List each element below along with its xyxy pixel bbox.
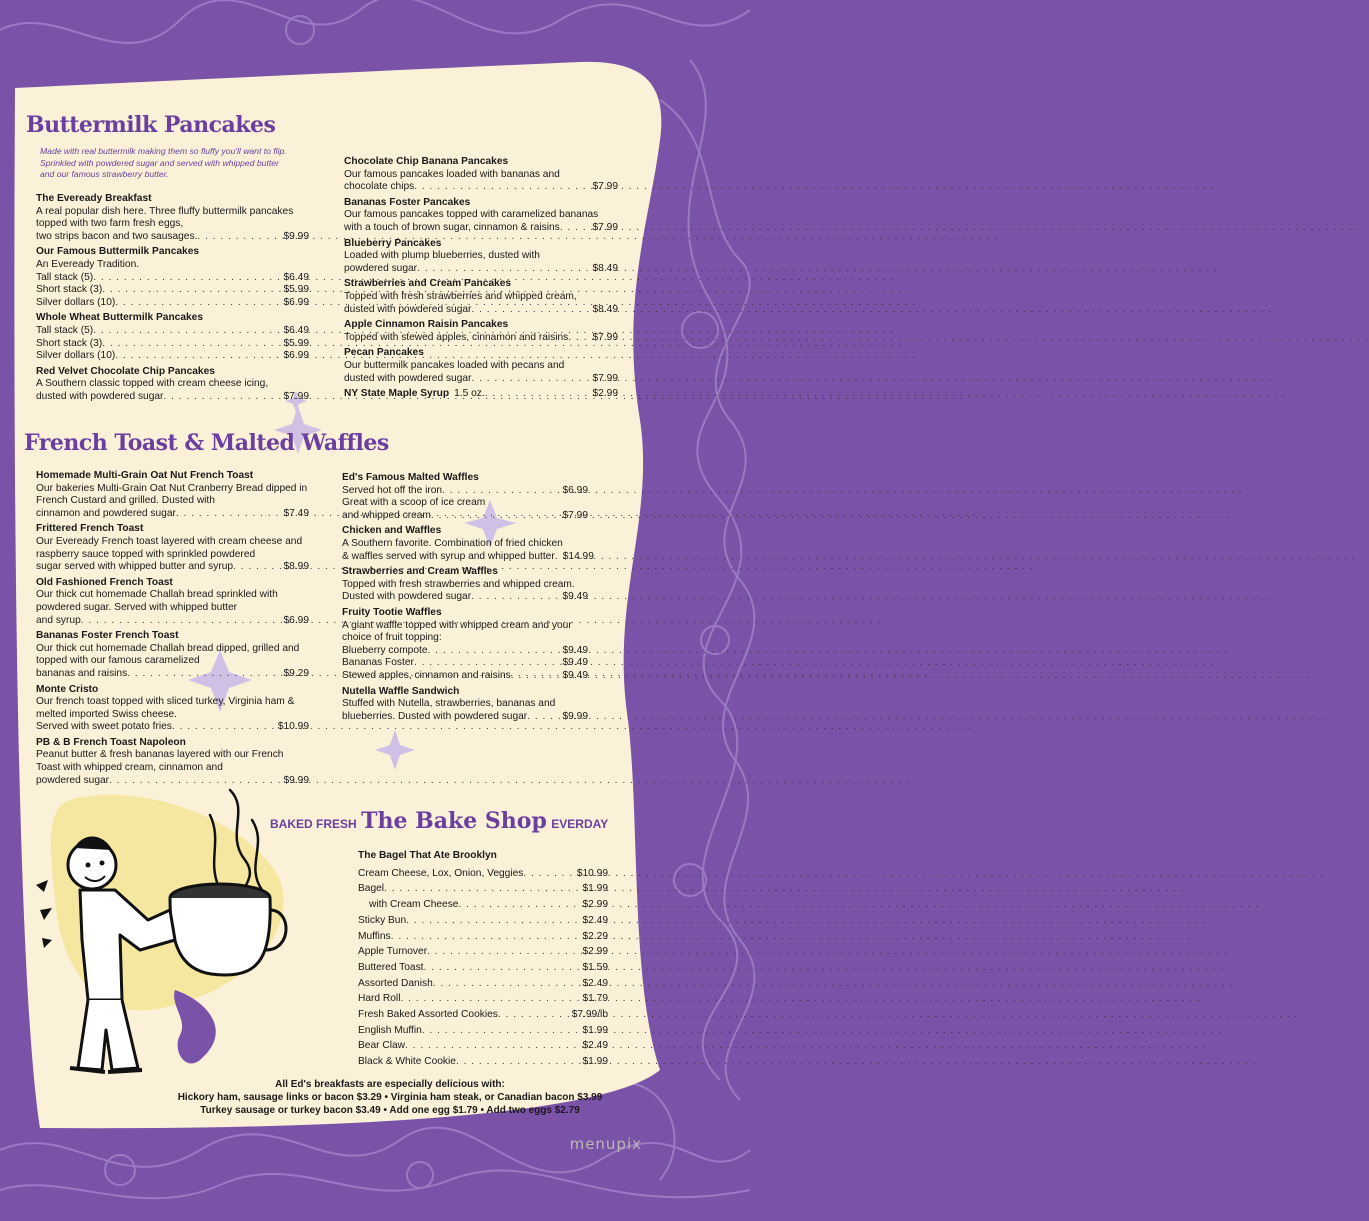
price-line [36, 508, 309, 521]
menu-item-name: Frittered French Toast [36, 523, 144, 535]
price: $9.49 [562, 657, 588, 669]
dot-leader [109, 775, 283, 788]
chef-with-coffee-illustration [30, 790, 290, 1090]
menu-item-name: Our Famous Buttermilk Pancakes [36, 246, 200, 258]
dot-leader [456, 1054, 583, 1070]
menu-item-description: Our famous pancakes topped with caramelized bananas [344, 209, 599, 221]
menu-item [342, 525, 594, 563]
dot-leader [233, 561, 283, 574]
menu-item-name: Blueberry Pancakes [344, 237, 442, 249]
price-line [36, 615, 309, 628]
dot-leader [427, 944, 582, 960]
dot-leader [115, 350, 283, 363]
price: $7.99/lb [571, 1009, 608, 1021]
dot-leader [93, 325, 283, 338]
menu-item [36, 193, 309, 243]
menu-item-name: Apple Cinnamon Raisin Pancakes [344, 319, 509, 331]
breakfast-sides-note [90, 1078, 690, 1117]
price: $6.99 [283, 350, 309, 362]
menu-item [36, 312, 309, 362]
price-line [358, 991, 608, 1007]
menu-item [344, 347, 618, 385]
price-line-text: Served hot off the iron [342, 484, 443, 496]
price-line [342, 711, 588, 724]
price: $7.99 [283, 390, 309, 402]
dot-leader [560, 222, 593, 235]
menu-item-description: Stuffed with Nutella, strawberries, bananas and [342, 698, 556, 710]
menu-item [36, 246, 309, 309]
price-line-text: Short stack (3) [36, 337, 103, 349]
menu-item-description: Our famous pancakes loaded with bananas and [344, 168, 560, 180]
price: $5.99 [283, 284, 309, 296]
menu-item-name: Bananas Foster French Toast [36, 630, 179, 642]
price-line [36, 284, 309, 297]
menu-item-name: Strawberries and Cream Waffles [342, 566, 498, 578]
price-line-text: & waffles served with syrup and whipped butter [342, 550, 555, 562]
sides-line-3: Turkey sausage or turkey bacon $3.49 • Add one egg $1.79 • Add two eggs $2.79 [200, 1105, 580, 1116]
price-line-text: Stewed apples, cinnamon and raisins [342, 669, 511, 681]
menu-item [342, 686, 588, 724]
price-line [358, 1023, 608, 1039]
price-line-text: dusted with powdered sugar [344, 372, 472, 384]
price: $5.99 [283, 337, 309, 349]
price: $2.99 [582, 946, 608, 958]
menu-item-name: Red Velvet Chocolate Chip Pancakes [36, 365, 215, 377]
dot-leader [405, 1038, 583, 1054]
menu-item [36, 577, 309, 627]
menu-item [344, 197, 618, 235]
price: $2.99 [582, 899, 608, 911]
menu-item [344, 388, 618, 401]
price-line [358, 1054, 608, 1070]
menu-item [36, 684, 309, 734]
price: $6.49 [283, 271, 309, 283]
price-line [344, 388, 618, 401]
menu-item-name: Ed's Famous Malted Waffles [342, 472, 479, 483]
price-line-text: Black & White Cookie [358, 1056, 456, 1068]
price: $6.99 [562, 484, 588, 496]
menu-item-description: A giant waffle topped with whipped cream and your choice of fruit topping: [342, 619, 572, 644]
price: $9.99 [562, 710, 588, 722]
dot-leader [172, 721, 278, 734]
price-line-text: bananas and raisins [36, 667, 128, 679]
price: $9.99 [283, 774, 309, 786]
price-line [344, 263, 618, 276]
price-line [358, 929, 608, 945]
menu-item-description: Great with a scoop of ice cream [342, 497, 486, 509]
dot-leader [471, 304, 592, 317]
price: $2.49 [582, 914, 608, 926]
price-line [36, 775, 309, 788]
price-line-text: powdered sugar [36, 774, 110, 786]
price-line [358, 913, 608, 929]
price: $8.49 [592, 303, 618, 315]
dot-leader [417, 263, 592, 276]
price-line [358, 944, 608, 960]
price-line [342, 670, 588, 683]
price-line [358, 976, 608, 992]
price-line [344, 222, 618, 235]
menu-item-name: Strawberries and Cream Pancakes [344, 278, 512, 290]
menu-item-name: Bananas Foster Pancakes [344, 196, 471, 208]
waffles-left-column [36, 470, 309, 790]
menu-item-description: Our bakeries Multi-Grain Oat Nut Cranberry Bread dipped in French Custard and grilled. Dusted with [36, 482, 308, 507]
price: $2.29 [582, 930, 608, 942]
menu-item-name: Monte Cristo [36, 683, 99, 695]
price: $2.49 [582, 977, 608, 989]
price-line-text: dusted with powdered sugar [36, 390, 164, 402]
price-line [358, 1007, 608, 1023]
menu-item [344, 156, 618, 194]
price-line [36, 297, 309, 310]
menu-item-description: Our thick cut homemade Challah bread sprinkled with powdered sugar. Served with whipped butter [36, 589, 278, 613]
menu-item [344, 278, 618, 316]
menu-item [344, 319, 618, 344]
price-line [344, 332, 618, 345]
price-line-text: powdered sugar [344, 262, 418, 274]
dot-leader [433, 976, 583, 992]
price-line-text: Muffins [358, 930, 391, 942]
dot-leader [555, 551, 563, 564]
price: $7.49 [283, 507, 309, 519]
price-line-text: Hard Roll [358, 993, 401, 1005]
price-line-text: Cream Cheese, Lox, Onion, Veggies [358, 867, 524, 879]
price: $9.99 [283, 230, 309, 242]
menu-item [36, 630, 309, 680]
dot-leader [102, 338, 283, 351]
menu-item-name: Old Fashioned French Toast [36, 576, 173, 588]
menu-item-description: Peanut butter & fresh bananas layered with our French Toast with whipped cream, cinnamon and [36, 749, 284, 774]
dot-leader [127, 668, 283, 681]
menu-item [36, 523, 309, 573]
waffles-section-title: French Toast & Malted Waffles [24, 430, 389, 456]
bake-shop-post: EVERDAY [551, 817, 609, 831]
price-line-text: dusted with powdered sugar [344, 303, 472, 315]
price-line [358, 960, 608, 976]
price-line [342, 510, 588, 523]
price-line-text: and syrup [36, 614, 81, 626]
price: $1.99 [582, 1024, 608, 1036]
price: $8.99 [283, 561, 309, 573]
menu-item [36, 737, 309, 787]
dot-leader [406, 913, 582, 929]
price-line [344, 304, 618, 317]
price-line [36, 391, 309, 404]
price: $6.99 [283, 614, 309, 626]
menu-item-description: Loaded with plump blueberries, dusted with [344, 250, 540, 262]
sides-line-1: All Ed's breakfasts are especially delicious with: [275, 1079, 505, 1090]
menu-item-description: A Southern favorite. Combination of fried chicken [342, 537, 563, 549]
price-line-text: Served with sweet potato fries [36, 721, 172, 733]
price-line-text: with a touch of brown sugar, cinnamon & raisins [344, 221, 560, 233]
price-line-text: with Cream Cheese [369, 899, 459, 911]
price-line-text: and whipped cream [342, 509, 431, 521]
dot-leader [176, 508, 284, 521]
price-line [358, 1038, 608, 1054]
price-line-text: Tall stack (5) [36, 271, 94, 283]
price-line [36, 721, 309, 734]
bake-shop-list [358, 848, 608, 1070]
price-line-text: English Muffin [358, 1024, 422, 1036]
dot-leader [471, 591, 562, 604]
price: $2.99 [592, 388, 618, 400]
price-line-text: two strips bacon and two sausages. [36, 230, 198, 242]
menu-item-name: Pecan Pancakes [344, 347, 424, 359]
menu-item-name: PB & B French Toast Napoleon [36, 736, 186, 748]
dot-leader [384, 881, 582, 897]
pancakes-section-title: Buttermilk Pancakes [26, 112, 276, 138]
price-line-text: Silver dollars (10) [36, 296, 116, 308]
menu-item-description: A Southern classic topped with cream cheese icing, [36, 378, 269, 390]
menu-item-name: Whole Wheat Buttermilk Pancakes [36, 312, 204, 324]
bake-shop-title: The Bake Shop [361, 808, 547, 834]
menu-item-description: Our buttermilk pancakes loaded with pecans and [344, 359, 565, 371]
price-line-text: Blueberry compote [342, 644, 428, 656]
price: $8.49 [592, 262, 618, 274]
price-line [342, 657, 588, 670]
sides-line-2: Hickory ham, sausage links or bacon $3.29 • Virginia ham steak, or Canadian bacon $3.99 [177, 1092, 603, 1103]
dot-leader [568, 332, 592, 345]
menu-item-description: Our thick cut homemade Challah bread dipped, grilled and topped with our famous caramelized [36, 642, 300, 667]
menu-item [342, 472, 588, 522]
dot-leader [391, 929, 583, 945]
menu-item [36, 366, 309, 404]
price-line [358, 897, 608, 913]
dot-leader [511, 670, 563, 683]
pancakes-left-column [36, 193, 309, 407]
price-line-text: Silver dollars (10) [36, 350, 116, 362]
price: $7.99 [562, 509, 588, 521]
dot-leader [527, 711, 562, 724]
menu-item-name: Chicken and Waffles [342, 525, 442, 537]
dot-leader [163, 391, 283, 404]
price-line [342, 645, 588, 658]
menu-item [342, 607, 588, 683]
price-line [36, 350, 309, 363]
price-line-text: 1.5 oz. [454, 388, 485, 400]
price-line [342, 485, 588, 498]
price-line-text: Bear Claw [358, 1040, 405, 1052]
dot-leader [498, 1007, 572, 1023]
price-line [342, 591, 588, 604]
menu-item-name: Homemade Multi-Grain Oat Nut French Toast [36, 470, 254, 481]
menu-item-name: Chocolate Chip Banana Pancakes [344, 156, 509, 167]
dot-leader [197, 231, 283, 244]
price: $9.49 [562, 591, 588, 603]
menu-item [36, 470, 309, 520]
menu-item-description: Topped with fresh strawberries and whipped cream, [344, 290, 577, 302]
price-line [36, 338, 309, 351]
menu-item-description: An Eveready Tradition. [36, 258, 140, 270]
dot-leader [115, 297, 283, 310]
dot-leader [102, 284, 283, 297]
menu-item-name: Fruity Tootie Waffles [342, 606, 442, 618]
price-line-text: Assorted Danish [358, 977, 433, 989]
price: $7.99 [592, 331, 618, 343]
dot-leader [414, 657, 563, 670]
price: $9.49 [562, 669, 588, 681]
dot-leader [442, 485, 562, 498]
price-line-text: Bananas Foster [342, 657, 414, 669]
price-line-text: Fresh Baked Assorted Cookies [358, 1009, 498, 1021]
price-line-text: sugar served with whipped butter and syrup [36, 561, 234, 573]
dot-leader [431, 510, 563, 523]
dot-leader [471, 373, 592, 386]
price: $1.59 [582, 961, 608, 973]
menu-item-name: Nutella Waffle Sandwich [342, 685, 460, 697]
menu-item-description: A real popular dish here. Three fluffy buttermilk pancakes topped with two farm fresh eggs, [36, 205, 294, 230]
price: $9.29 [283, 667, 309, 679]
price-line [342, 550, 594, 564]
price: $2.49 [582, 1040, 608, 1052]
dot-leader [81, 615, 284, 628]
price-line-text: Bagel [358, 883, 385, 895]
price-line-text: Dusted with powdered sugar [342, 591, 472, 603]
dot-leader [424, 960, 583, 976]
dot-leader [422, 1023, 583, 1039]
price-line-text: Topped with stewed apples, cinnamon and raisins [344, 331, 569, 343]
price-line-text: Short stack (3) [36, 284, 103, 296]
price-line [36, 561, 309, 574]
waffles-right-column [342, 472, 594, 726]
price: $7.99 [592, 221, 618, 233]
price: $6.99 [283, 296, 309, 308]
bake-shop-pre: BAKED FRESH [270, 817, 357, 831]
price-line-text: Tall stack (5) [36, 324, 94, 336]
pancakes-intro: Made with real buttermilk making them so fluffy you'll want to flip. Sprinkled with powdered sugar and served with whipped butter and our famous strawberry butter. [40, 146, 287, 179]
dot-leader [485, 388, 593, 401]
price-line [36, 325, 309, 338]
dot-leader [400, 991, 582, 1007]
price-line [358, 881, 608, 897]
menu-item-name: The Eveready Breakfast [36, 193, 152, 204]
price: $1.79 [582, 993, 608, 1005]
price-line-text: cinnamon and powdered sugar [36, 507, 176, 519]
price-line-text: blueberries. Dusted with powdered sugar [342, 710, 528, 722]
price: $9.49 [562, 644, 588, 656]
price-line [344, 181, 618, 194]
dot-leader [414, 181, 592, 194]
price-line-text: Apple Turnover [358, 946, 428, 958]
bake-shop-subheading: The Bagel That Ate Brooklyn [358, 850, 497, 861]
price: $10.99 [576, 867, 608, 879]
price: $14.99 [562, 550, 594, 562]
menu-item-description: Our Eveready French toast layered with cream cheese and raspberry sauce topped with sprinkled powdered [36, 535, 303, 560]
pancakes-right-column [344, 156, 618, 404]
price-line [358, 866, 608, 882]
dot-leader [93, 272, 283, 285]
price-line [344, 373, 618, 386]
dot-leader [428, 645, 563, 658]
menu-item-name: NY State Maple Syrup [344, 388, 450, 400]
watermark: menupix [569, 1135, 642, 1153]
price-line-text: chocolate chips [344, 181, 415, 193]
price: $7.99 [592, 372, 618, 384]
price: $10.99 [277, 721, 309, 733]
menu-item-description: Topped with fresh strawberries and whipped cream. [342, 578, 575, 590]
menu-item-description: Our french toast topped with sliced turkey, Virginia ham & melted imported Swiss cheese. [36, 696, 295, 720]
price-line [36, 272, 309, 285]
price: $7.99 [592, 181, 618, 193]
price-line [36, 668, 309, 681]
bake-shop-heading [270, 808, 608, 834]
price: $6.49 [283, 324, 309, 336]
price: $1.99 [582, 1056, 608, 1068]
price-line-text: Sticky Bun [358, 914, 407, 926]
menu-item [342, 566, 588, 604]
price-line [36, 231, 309, 244]
dot-leader [458, 897, 582, 913]
menu-item [344, 238, 618, 276]
price-line-text: Buttered Toast [358, 961, 424, 973]
price: $1.99 [582, 883, 608, 895]
dot-leader [523, 866, 576, 882]
